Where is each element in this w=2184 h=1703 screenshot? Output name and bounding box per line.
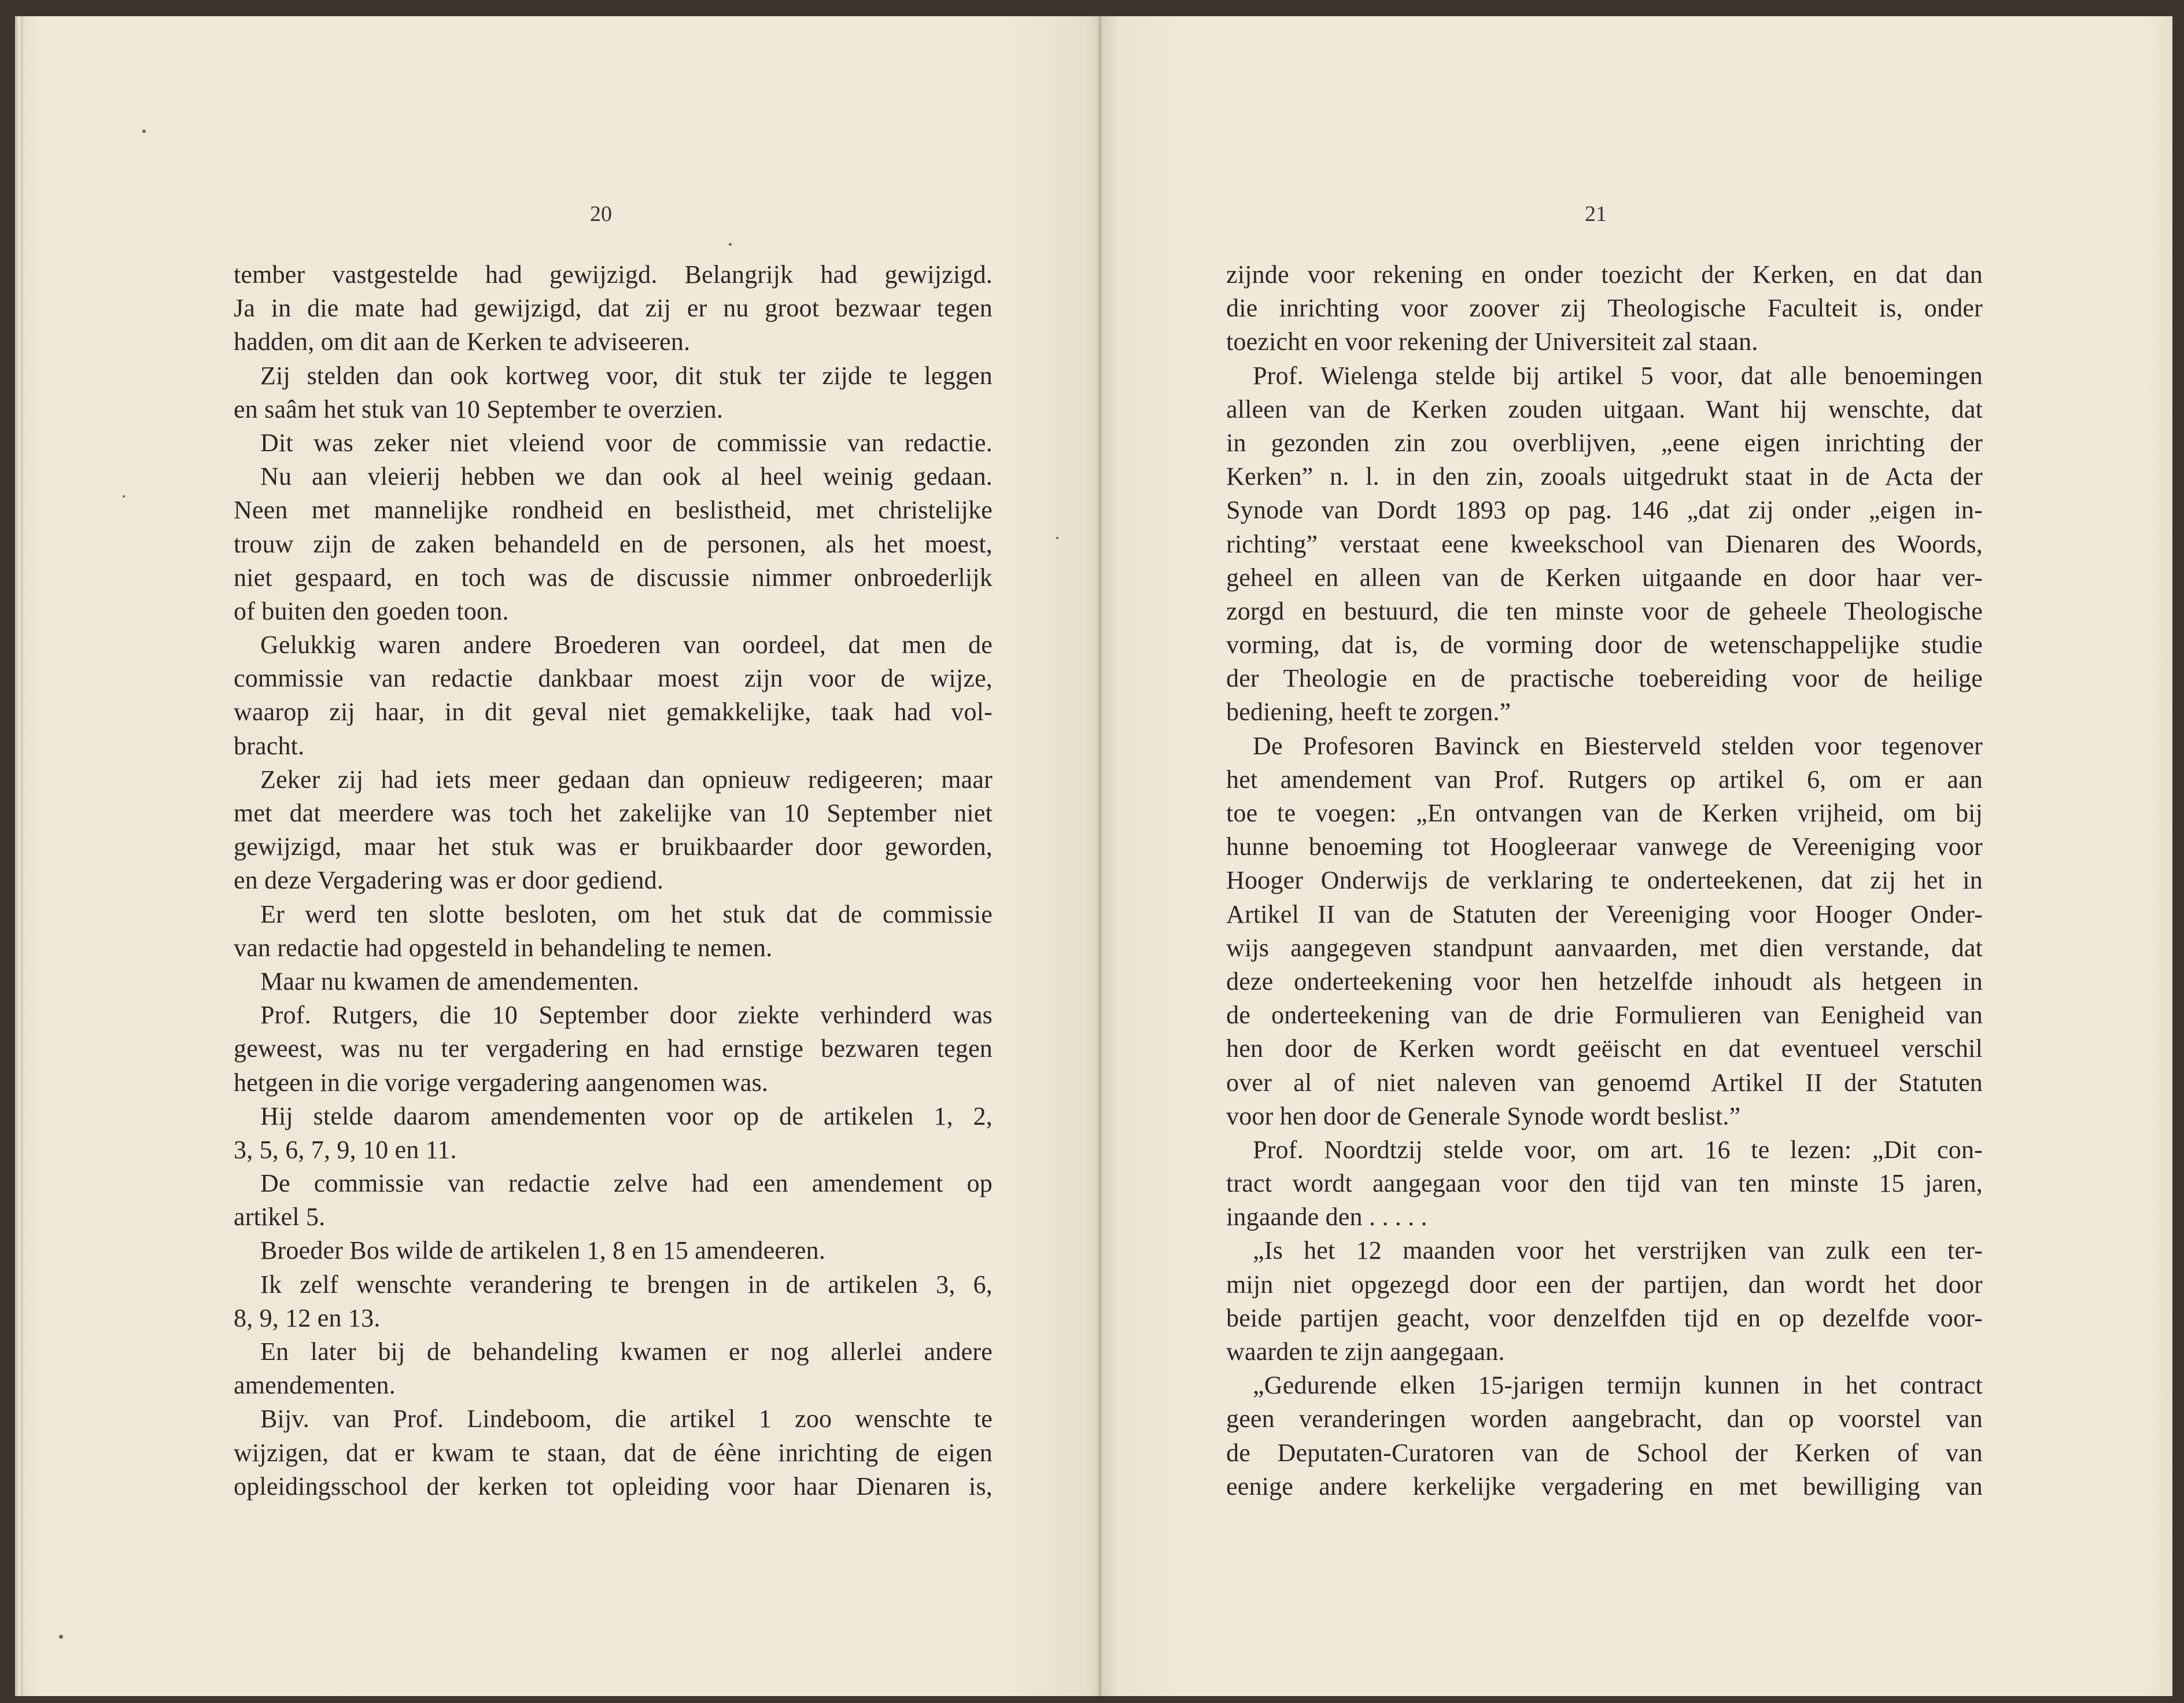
text-line: 3, 5, 6, 7, 9, 10 en 11. [234, 1135, 457, 1164]
text-line: Hij stelde daarom amendementen voor op de artikelen 1, 2, [260, 1101, 993, 1130]
text-line: het amendement van Prof. Rutgers op artikel 6, om er aan [1226, 765, 1983, 794]
paper-speck [142, 130, 146, 133]
text-line: Ik zelf wenschte verandering te brengen in de artikelen 3, 6, [260, 1270, 993, 1299]
text-line: toezicht en voor rekening der Universiteit zal staan. [1226, 327, 1758, 356]
text-line: mijn niet opgezegd door een der partijen, dan wordt het door [1226, 1270, 1983, 1299]
paper-speck [729, 243, 732, 246]
text-line: tember vastgestelde had gewijzigd. Belangrijk had gewijzigd. [234, 260, 993, 289]
text-line: eenige andere kerkelijke vergadering en met bewilliging van [1226, 1472, 1983, 1501]
text-line: Bijv. van Prof. Lindeboom, die artikel 1 zoo wenschte te [260, 1405, 993, 1433]
text-line: geweest, was nu ter vergadering en had ernstige bezwaren tegen [234, 1034, 993, 1063]
text-line: in gezonden zin zou overblijven, „eene eigen inrichting der [1226, 428, 1983, 457]
text-line: en deze Vergadering was er door gediend. [234, 866, 664, 895]
page-number: 20 [590, 202, 612, 226]
text-line: wijs aangegeven standpunt aanvaarden, met dien verstande, dat [1226, 933, 1983, 962]
text-line: artikel 5. [234, 1203, 326, 1232]
text-line: hetgeen in die vorige vergadering aangenomen was. [234, 1068, 769, 1097]
paper-speck [1056, 537, 1058, 539]
text-line: waarden te zijn aangegaan. [1226, 1337, 1505, 1366]
text-line: Neen met mannelijke rondheid en beslistheid, met christelijke [234, 496, 993, 525]
text-line: zijnde voor rekening en onder toezicht der Kerken, en dat dan [1226, 260, 1983, 289]
text-line: amendementen. [234, 1371, 396, 1400]
text-line: Prof. Rutgers, die 10 September door ziekte verhinderd was [260, 1001, 993, 1030]
text-line: vorming, dat is, de vorming door de wetenschappelijke studie [1226, 631, 1983, 659]
text-line: Artikel II van de Statuten der Vereeniging voor Hooger Onder- [1226, 900, 1983, 928]
text-line: voor hen door de Generale Synode wordt beslist.” [1226, 1101, 1741, 1130]
paper-speck [123, 495, 125, 497]
text-line: Gelukkig waren andere Broederen van oordeel, dat men de [260, 631, 993, 659]
text-line: ingaande den . . . . . [1226, 1203, 1427, 1232]
text-line: De Profesoren Bavinck en Biesterveld stelden voor tegenover [1253, 731, 1983, 760]
text-line: zorgd en bestuurd, die ten minste voor de geheele Theologische [1226, 596, 1983, 625]
text-line: Er werd ten slotte besloten, om het stuk dat de commissie [260, 900, 993, 928]
text-line: Dit was zeker niet vleiend voor de commissie van redactie. [260, 428, 993, 457]
left-page-text [234, 258, 993, 1503]
text-line: van redactie had opgesteld in behandeling te nemen. [234, 933, 773, 962]
text-line: hadden, om dit aan de Kerken te adviseeren. [234, 327, 691, 356]
text-line: Nu aan vleierij hebben we dan ook al heel weinig gedaan. [260, 462, 993, 491]
page-number: 21 [1585, 202, 1607, 226]
paper-speck [59, 1635, 63, 1639]
text-line: over al of niet naleven van genoemd Artikel II der Statuten [1226, 1068, 1983, 1097]
text-line: de Deputaten-Curatoren van de School der Kerken of van [1226, 1438, 1983, 1467]
right-page [1101, 16, 2172, 1696]
text-line: tract wordt aangegaan voor den tijd van ten minste 15 jaren, [1226, 1169, 1983, 1198]
text-line: bediening, heeft te zorgen.” [1226, 698, 1511, 727]
text-line: En later bij de behandeling kwamen er nog allerlei andere [260, 1337, 993, 1366]
text-line: of buiten den goeden toon. [234, 596, 509, 625]
text-line: met dat meerdere was toch het zakelijke van 10 September niet [234, 799, 993, 827]
text-line: Kerken” n. l. in den zin, zooals uitgedrukt staat in de Acta der [1226, 462, 1983, 491]
text-line: De commissie van redactie zelve had een amendement op [260, 1169, 993, 1198]
text-line: Maar nu kwamen de amendementen. [260, 967, 639, 996]
text-line: Broeder Bos wilde de artikelen 1, 8 en 15 amendeeren. [260, 1236, 826, 1265]
text-line: trouw zijn de zaken behandeld en de personen, als het moest, [234, 529, 993, 558]
text-line: gewijzigd, maar het stuk was er bruikbaarder door geworden, [234, 832, 993, 861]
text-line: waarop zij haar, in dit geval niet gemakkelijke, taak had vol- [234, 698, 993, 727]
text-line: richting” verstaat eene kweekschool van Dienaren des Woords, [1226, 529, 1983, 558]
text-line: die inrichting voor zoover zij Theologische Faculteit is, onder [1226, 294, 1983, 323]
text-line: „Gedurende elken 15-jarigen termijn kunnen in het contract [1253, 1371, 1983, 1400]
text-line: Synode van Dordt 1893 op pag. 146 „dat zij onder „eigen in- [1226, 496, 1983, 525]
text-line: alleen van de Kerken zouden uitgaan. Want hij wenschte, dat [1226, 395, 1983, 423]
text-line: wijzigen, dat er kwam te staan, dat de éène inrichting de eigen [234, 1438, 993, 1467]
text-line: Hooger Onderwijs de verklaring te onderteekenen, dat zij het in [1226, 866, 1983, 895]
text-line: opleidingsschool der kerken tot opleiding voor haar Dienaren is, [234, 1472, 993, 1501]
text-line: Zeker zij had iets meer gedaan dan opnieuw redigeeren; maar [260, 765, 993, 794]
left-page [15, 16, 1101, 1696]
text-line: Zij stelden dan ook kortweg voor, dit stuk ter zijde te leggen [260, 361, 993, 390]
text-line: Prof. Wielenga stelde bij artikel 5 voor, dat alle benoemingen [1253, 361, 1983, 390]
text-line: geheel en alleen van de Kerken uitgaande en door haar ver- [1226, 563, 1983, 592]
text-line: niet gespaard, en toch was de discussie nimmer onbroederlijk [234, 563, 993, 592]
text-line: der Theologie en de practische toebereiding voor de heilige [1226, 664, 1983, 693]
text-line: toe te voegen: „En ontvangen van de Kerken vrijheid, om bij [1226, 799, 1983, 827]
text-line: Prof. Noordtzij stelde voor, om art. 16 te lezen: „Dit con- [1253, 1135, 1983, 1164]
text-line: de onderteekening van de drie Formulieren van Eenigheid van [1226, 1001, 1983, 1030]
text-line: „Is het 12 maanden voor het verstrijken van zulk een ter- [1253, 1236, 1983, 1265]
text-line: en saâm het stuk van 10 September te overzien. [234, 395, 724, 423]
text-line: bracht. [234, 731, 305, 760]
text-line: beide partijen geacht, voor denzelfden tijd en op dezelfde voor- [1226, 1303, 1983, 1332]
text-line: Ja in die mate had gewijzigd, dat zij er nu groot bezwaar tegen [234, 294, 993, 323]
text-line: geen veranderingen worden aangebracht, dan op voorstel van [1226, 1405, 1983, 1433]
right-page-text [1226, 258, 1983, 1503]
text-line: hunne benoeming tot Hoogleeraar vanwege de Vereeniging voor [1226, 832, 1983, 861]
text-line: deze onderteekening voor hen hetzelfde inhoudt als hetgeen in [1226, 967, 1983, 996]
text-line: hen door de Kerken wordt geëischt en dat eventueel verschil [1226, 1034, 1983, 1063]
text-line: commissie van redactie dankbaar moest zijn voor de wijze, [234, 664, 993, 693]
text-line: 8, 9, 12 en 13. [234, 1303, 381, 1332]
